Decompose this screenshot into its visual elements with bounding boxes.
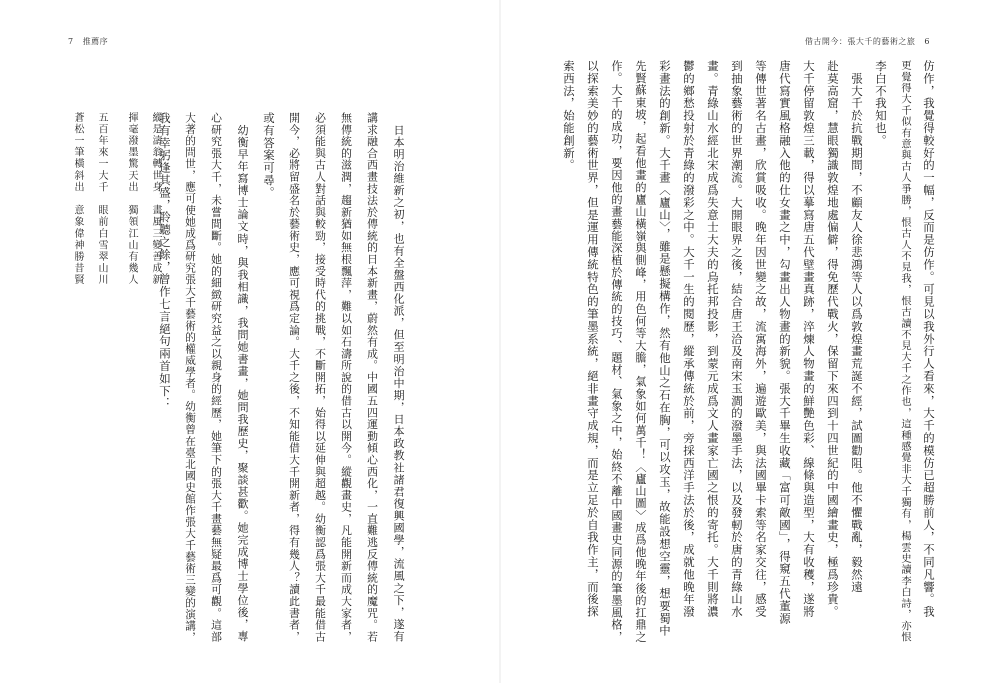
- left-text-line: 大著的問世，應可使她成爲研究張大千藝術的權威學者。幼衡曾在臺北國史館作張大千藝術三變的演講，: [184, 112, 197, 644]
- right-text-line: 更覺得大千似有意與古人爭勝，恨古人不見我，恨古讀不見大千之作也，這種感覺非大千獨有，楊雲史讀李白詩，亦恨: [899, 60, 911, 643]
- right-text-line: 唐代寫實風格融入他的仕女畫之中，勾畫出人物畫的新貌。張大千畢生收藏「富可敵國」，得窺五代董源: [778, 60, 792, 625]
- right-text-line: 索西法，始能創新。: [562, 60, 576, 172]
- left-running-header: [62, 36, 108, 47]
- right-text-line: 赴莫高窟，慧眼獨識敦煌地處偏僻，得免歷代戰火，保留下來四到十四世紀的中國繪畫史，極爲珍貴。: [826, 60, 840, 618]
- left-text-line: 日本明治維新之初，也有全盤西化派，但至明治中期，日本政教社諸君復興國學，流風之下，遂有: [392, 112, 405, 643]
- right-text-line: 以探索美妙的藝術世界，但是運用傳統特色的筆墨系統，絕非畫守成規，而是立足於自我作主，而後探: [586, 60, 600, 618]
- left-text-line: 或有答案可尋。: [262, 112, 276, 199]
- left-text-line: 開今，必將留盛名於藝術史，應可視爲定論。大千之後，不知能借大千開新者，得有幾人？讀此書者，: [288, 112, 301, 643]
- left-text-line: 必須能與古人對話與較勁，接受時代的挑戰，不斷開拓，始得以延伸與超越。幼衡認爲張大千最能借古: [314, 112, 327, 643]
- right-text-line: 李白不我知也。: [874, 60, 888, 147]
- right-page-number: 6: [924, 37, 930, 46]
- right-text-line: 張大千於抗戰期間，不顧友人徐悲鴻等人以爲敦煌畫荒誕不經，試圖勸阻。他不懼戰亂，毅然遠: [850, 60, 864, 594]
- left-text-line: 無傳統的滋潤，趨新猶如無根飄萍，難以如石濤所說的借古以開今。縱觀畫史，凡能開新而成大家者，: [340, 112, 353, 643]
- poem-line: 五百年來一大千 眼前白雪翠山川: [96, 112, 107, 286]
- left-text-line: 講求融合西畫技法於傳統的日本新畫，蔚然有成。中國五四運動傾心西化，一直難逃反傳統的魔咒。若: [366, 112, 379, 643]
- right-header-title: 借古開今：張大千的藝術之旅: [804, 37, 916, 46]
- right-text-line: 彩畫法的創新。大千畫〈廬山〉，雖是懸擬構作，然有他山之石在胸，可以攻玉，故能設想空靈，想要蜀中: [658, 60, 672, 638]
- left-text-line: 幼衡早年寫博士論文時，與我相識，我問她書畫，她問我歷史，聚談甚歡。她完成博士學位後，專: [236, 112, 249, 643]
- right-text-line: 先賢蘇東坡，起看他畫的廬山橫嶺與側峰，用色何等大膽，氣象如何萬千！〈廬山圖〉成爲他晚年後的扛鼎之: [634, 60, 647, 644]
- left-text-line: 我有幸躬逢其盛，聆聽之餘，曾作七言絕句兩首如下：: [158, 112, 172, 410]
- poem-line: 縱是濤翁轉世身 畫風三變善成新: [150, 112, 161, 286]
- right-running-header: [805, 36, 936, 47]
- right-text-line: 鬱的鄉愁投射於青綠的潑彩之中。大千一生的閱歷，縱承傳統於前，旁採西洋手法於後，成就他晚年潑: [682, 60, 696, 618]
- right-text-line: 仿作，我覺得較好的一幅，反而是仿作。可見以我外行人看來，大千的模仿已超勝前人，不同凡響。我: [922, 60, 936, 618]
- right-text-line: 到抽象藝術的世界潮流。大開眼界之後，結合唐王洽及南宋玉澗的潑墨手法，以及發軔於唐的青綠山水: [730, 60, 744, 618]
- right-text-line: 等傳世著名古畫，欣賞吸收。晚年因世變之故，流寓海外，遍遊歐美，與法國畢卡索等名家交往，感受: [754, 60, 768, 618]
- left-text-line: 心研究張大千，未嘗間斷。她的細緻研究益之以親身的經歷，她筆下的張大千畫藝無疑最爲可觀。這部: [210, 112, 223, 643]
- poem-line: 蒼松一筆橫斜出 意象偉神勝昔賢: [72, 112, 83, 286]
- right-text-line: 畫。青綠山水經北宋成爲失意士大夫的烏托邦投影，到蒙元成爲文人畫家亡國之恨的寄托。大千則將濃: [706, 60, 720, 618]
- right-text-line: 大千停留敦煌三載，得以摹寫唐五代壁畫真跡，淬煉人物畫的鮮艷色彩、線條與造型，大有收穫，遂將: [802, 60, 816, 618]
- right-text-line: 作。大千的成功，要因他的畫藝能深植於傳統的技巧、題材、氣象之中，始終不離中國畫史同源的筆墨風格，: [610, 60, 623, 644]
- left-page-number: 7: [68, 37, 74, 46]
- poem-line: 揮毫潑墨驚天出 獨領江山有幾人: [126, 112, 137, 286]
- right-page: [500, 0, 1000, 683]
- left-header-title: 推薦序: [82, 37, 109, 46]
